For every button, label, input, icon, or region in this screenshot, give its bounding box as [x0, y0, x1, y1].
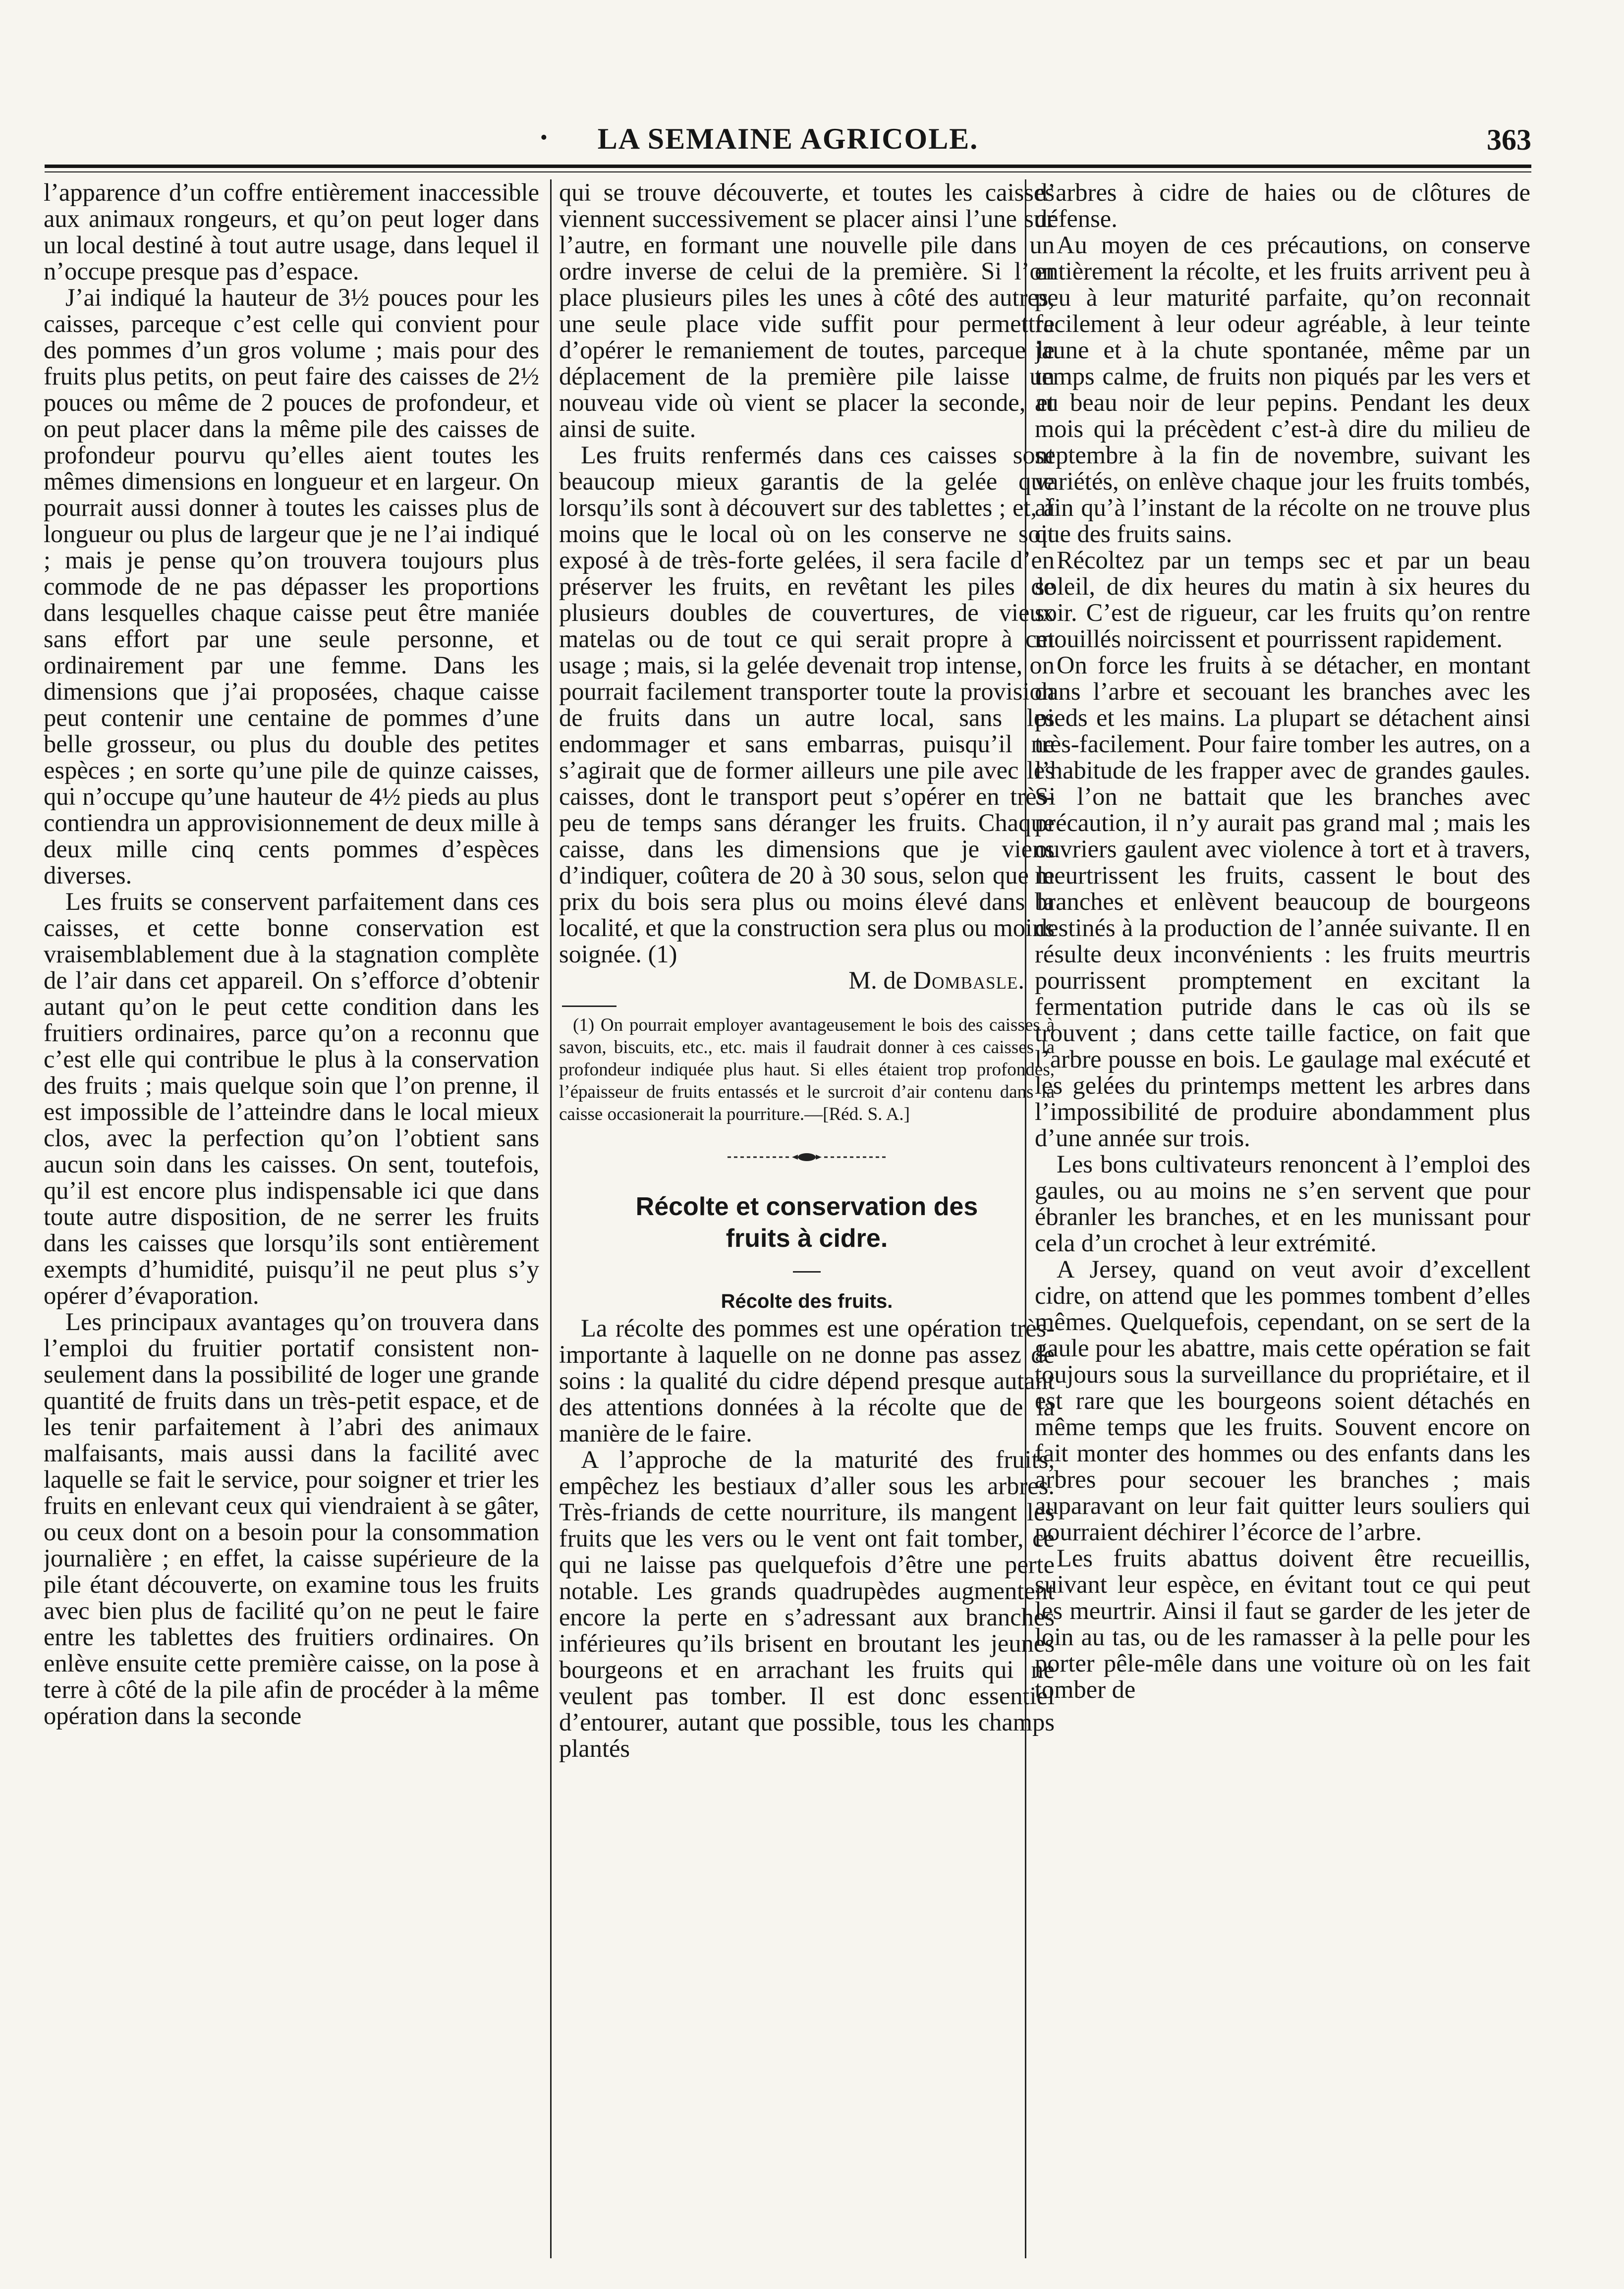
signature-name: Dombasle.	[913, 966, 1025, 994]
paragraph: A Jersey, quand on veut avoir d’excellent cidre, on attend que les pommes tombent d’elles mêmes. Quelquefois, cependant, on se sert de la gaule pour les abattre, mais cette opération se fait toujours sous la surveillance du propriétaire, et il est rare que les bourgeons soient détachés en même temps que les fruits. Souvent encore on fait monter des hommes ou des enfants dans les arbres pour secouer les branches ; mais auparavant on leur fait quitter leurs souliers qui pourraient déchirer l’écorce de l’arbre.	[1035, 1255, 1530, 1546]
header-rule-thin	[45, 171, 1531, 172]
section-title: Récolte et conservation des	[635, 1192, 978, 1221]
paragraph: La récolte des pommes est une opération très-importante à laquelle on ne donne pas assez de soins : la qualité du cidre dépend presque autant des attentions données à la récolte que de la manière de le faire.	[559, 1314, 1055, 1447]
title-dash	[793, 1271, 821, 1273]
paragraph: On force les fruits à se détacher, en montant dans l’arbre et secouant les branches avec les pieds et les mains. La plupart se détachent ainsi très-facilement. Pour faire tomber les autres, on a l’habitude de les frapper avec de grandes gaules. Si l’on ne battait que les branches avec précaution, il n’y aurait pas grand mal ; mais les ouvriers gaulent avec violence à tort et à travers, meurtrissent les fruits, cassent le bout des branches et enlèvent beaucoup de bourgeons destinés à la production de l’année suivante. Il en résulte deux inconvénients : les fruits meurtris pourrissent promptement en excitant la fermentation putride dans le cas où ils se trouvent ; dans cette taille factice, on fait que l’arbre pousse en bois. Le gaulage mal exécuté et les gelées du printemps mettent les arbres dans l’impossibilité de produire abondamment plus d’une année sur trois.	[1035, 651, 1530, 1152]
footnote-rule	[562, 1005, 616, 1007]
section-title: fruits à cidre.	[726, 1224, 888, 1253]
paragraph: d’arbres à cidre de haies ou de clôtures de défense.	[1035, 179, 1530, 232]
paragraph: Les bons cultivateurs renoncent à l’emploi des gaules, ou au moins ne s’en servent que pour ébranler les branches, et en les munissant pour cela d’un crochet à leur extrémité.	[1035, 1150, 1530, 1257]
header-rule-thick	[45, 165, 1531, 168]
masthead-title: LA SEMAINE AGRICOLE.	[597, 122, 979, 155]
section-subtitle: Récolte des fruits.	[721, 1290, 893, 1312]
author-signature	[559, 967, 1055, 994]
header-bullet: •	[540, 126, 548, 149]
column-3	[1035, 179, 1530, 2258]
paragraph: qui se trouve découverte, et toutes les caisses viennent successivement se placer ainsi l’une sur l’autre, en formant une nouvelle pile dans un ordre inverse de celui de la première. Si l’on place plusieurs piles les unes à côté des autres, une seule place vide suffit pour permettre d’opérer le remaniement de toutes, parceque le déplacement de la première pile laisse un nouveau vide où vient se placer la seconde, et ainsi de suite.	[559, 179, 1055, 443]
footnote: (1) On pourrait employer avantageusement le bois des caisses à savon, biscuits, etc., etc. mais il faudrait donner à ces caisses la profondeur indiquée plus haut. Si elles étaient trop profondes, l’épaisseur de fruits entassés et le surcroit d’air contenu dans la caisse occasionerait la pourriture.—[Réd. S. A.]	[559, 1015, 1055, 1124]
ornamental-divider	[559, 1142, 1055, 1172]
signature-prefix: M. de	[848, 966, 913, 994]
ornament-icon	[718, 1142, 896, 1172]
paragraph: Récoltez par un temps sec et par un beau soleil, de dix heures du matin à six heures du soir. C’est de rigueur, car les fruits qu’on rentre mouillés noircissent et pourrissent rapidement.	[1035, 546, 1530, 653]
column-1	[44, 179, 539, 2258]
paragraph: Les fruits abattus doivent être recueillis, suivant leur espèce, en évitant tout ce qui peut les meurtrir. Ainsi il faut se garder de les jeter de loin au tas, ou de les ramasser à la pelle pour les porter pêle-mêle dans une voiture où on les fait tomber de	[1035, 1544, 1530, 1703]
paragraph: Au moyen de ces précautions, on conserve entièrement la récolte, et les fruits arrivent peu à peu à leur maturité parfaite, qu’on reconnait facilement à leur odeur agréable, à leur teinte jaune et à la chute spontanée, même par un temps calme, de fruits non piqués par les vers et au beau noir de leur pepins. Pendant les deux mois qui la précèdent c’est-à dire du milieu de septembre à la fin de novembre, suivant les variétés, on enlève chaque jour les fruits tombés, afin qu’à l’instant de la récolte on ne trouve plus que des fruits sains.	[1035, 231, 1530, 548]
paragraph: l’apparence d’un coffre entièrement inaccessible aux animaux rongeurs, et qu’on peut loger dans un local destiné à tout autre usage, dans lequel il n’occupe presque pas d’espace.	[44, 179, 539, 285]
page-header	[45, 122, 1531, 157]
paragraph: A l’approche de la maturité des fruits, empêchez les bestiaux d’aller sous les arbres. Très-friands de cette nourriture, ils mangent les fruits que les vers ou le vent ont fait tomber, ce qui ne laisse pas quelquefois d’être une perte notable. Les grands quadrupèdes augmentent encore la perte en s’adressant aux branches inférieures qu’ils brisent en broutant les jeunes bourgeons et en arrachant les fruits qui ne veulent pas tomber. Il est donc essentiel d’entourer, autant que possible, tous les champs plantés	[559, 1446, 1055, 1762]
paragraph: Les fruits renfermés dans ces caisses sont beaucoup mieux garantis de la gelée que lorsqu’ils sont à découvert sur des tablettes ; et, à moins que le local où on les conserve ne soit exposé à de très-forte gelées, il sera facile d’en préserver les fruits, en revêtant les piles de plusieurs doubles de couvertures, de vieux matelas ou de tout ce qui serait propre à cet usage ; mais, si la gelée devenait trop intense, on pourrait facilement transporter toute la provision de fruits dans un autre local, sans les endommager et sans embarras, puisqu’il ne s’agirait que de former ailleurs une pile avec les caisses, dont le transport peut s’opérer en très-peu de temps sans déranger les fruits. Chaque caisse, dans les dimensions que je viens d’indiquer, coûtera de 20 à 30 sous, selon que le prix du bois sera plus ou moins élevé dans la localité, et que la construction sera plus ou moins soignée. (1)	[559, 441, 1055, 968]
paragraph: J’ai indiqué la hauteur de 3½ pouces pour les caisses, parceque c’est celle qui convient pour des pommes d’un gros volume ; mais pour des fruits plus petits, on peut faire des caisses de 2½ pouces ou même de 2 pouces de profondeur, et on peut placer dans la même pile des caisses de profondeur pourvu qu’elles aient toutes les mêmes dimensions en longueur et en largeur. On pourrait aussi donner à toutes les caisses plus de longueur ou plus de largeur que je ne l’ai indiqué ; mais je pense qu’on trouvera toujours plus commode de ne pas dépasser les proportions dans lesquelles chaque caisse peut être maniée sans effort par une seule personne, et ordinairement par une femme. Dans les dimensions que j’ai proposées, chaque caisse peut contenir une centaine de pommes d’une belle grosseur, ou plus du double des petites espèces ; en sorte qu’une pile de quinze caisses, qui n’occupe qu’une hauteur de 4½ pieds au plus contiendra un approvisionnement de deux mille à deux mille cinq cents pommes d’espèces diverses.	[44, 283, 539, 889]
paragraph: Les principaux avantages qu’on trouvera dans l’emploi du fruitier portatif consistent non-seulement dans la possibilité de loger une grande quantité de fruits dans un très-petit espace, et de les tenir parfaitement à l’abri des animaux malfaisants, mais aussi dans la facilité avec laquelle se fait le service, pour soigner et trier les fruits en enlevant ceux qui viendraient à se gâter, ou ceux dont on a besoin pour la consommation journalière ; en effet, la caisse supérieure de la pile étant découverte, on examine tous les fruits avec bien plus de facilité qu’on ne peut le faire entre les tablettes des fruitiers ordinaires. On enlève ensuite cette première caisse, on la pose à terre à côté de la pile afin de procéder à la même opération dans la seconde	[44, 1308, 539, 1730]
page-number: 363	[1487, 123, 1531, 156]
column-2	[559, 179, 1055, 2258]
column-separator	[550, 179, 552, 2258]
paragraph: Les fruits se conservent parfaitement dans ces caisses, et cette bonne conservation est vraisemblablement due à la stagnation complète de l’air dans cet appareil. On s’efforce d’obtenir autant qu’on le peut cette condition dans les fruitiers ordinaires, parce qu’on a reconnu que c’est elle qui contribue le plus à la conservation des fruits ; mais quelque soin que l’on prenne, il est impossible de l’atteindre dans le local mieux clos, avec la perfection qu’on l’obtient sans aucun soin dans les caisses. On sent, toutefois, qu’il est encore plus indispensable ici que dans toute autre disposition, de ne serrer les fruits dans les caisses que lorsqu’ils sont entièrement exempts d’humidité, puisqu’il ne peut plus s’y opérer d’évaporation.	[44, 888, 539, 1309]
